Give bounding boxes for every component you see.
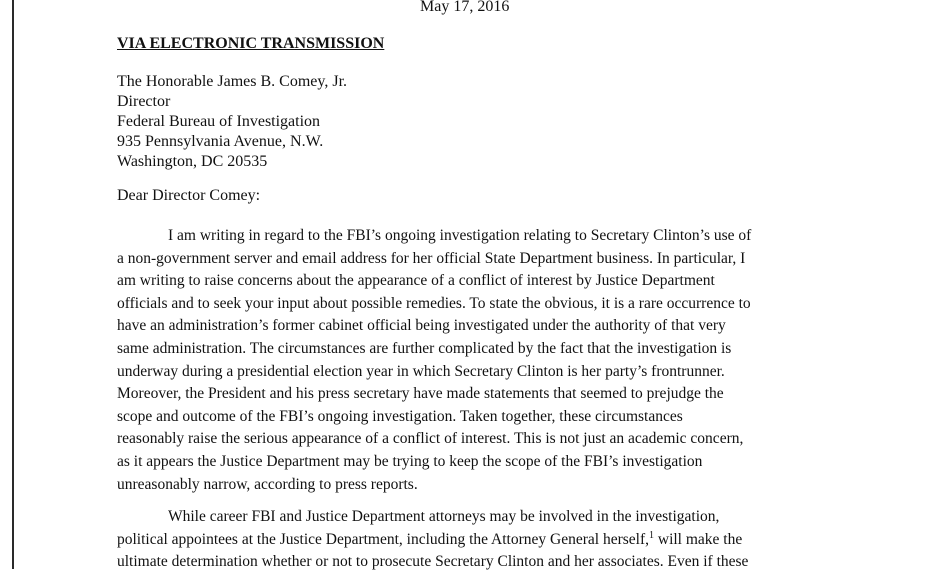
address-line: Washington, DC 20535 bbox=[117, 153, 268, 170]
address-line: Director bbox=[117, 93, 171, 110]
paragraph-line: ultimate determination whether or not to prosecute Secretary Clinton and her associates. Even if these bbox=[117, 553, 749, 571]
paragraph-text: will make the bbox=[654, 530, 743, 548]
paragraph-line: officials and to seek your input about possible remedies. To state the obvious, it is a rare occurrence to bbox=[117, 294, 751, 312]
paragraph-line: While career FBI and Justice Department attorneys may be involved in the investigation, bbox=[168, 508, 720, 525]
footnote-marker[interactable]: 1 bbox=[649, 529, 654, 541]
paragraph-line: unreasonably narrow, according to press reports. bbox=[117, 475, 418, 493]
paragraph-line: same administration. The circumstances are further complicated by the fact that the investigation is bbox=[117, 339, 732, 357]
paragraph-line: am writing to raise concerns about the appearance of a conflict of interest by Justice Department bbox=[117, 272, 715, 290]
letter-date: May 17, 2016 bbox=[420, 0, 510, 15]
recipient-address bbox=[117, 72, 347, 172]
paragraph-line: underway during a presidential election year in which Secretary Clinton is her party’s frontrunner. bbox=[117, 362, 725, 380]
paragraph-2 bbox=[117, 506, 822, 574]
transmission-heading: VIA ELECTRONIC TRANSMISSION bbox=[117, 35, 385, 52]
salutation: Dear Director Comey: bbox=[117, 187, 261, 204]
paragraph-line: a non-government server and email address for her official State Department business. In particular, I bbox=[117, 249, 746, 267]
paragraph-line: Moreover, the President and his press secretary have made statements that seemed to prejudge the bbox=[117, 385, 724, 403]
paragraph-1 bbox=[117, 225, 822, 496]
paragraph-line: scope and outcome of the FBI’s ongoing investigation. Taken together, these circumstances bbox=[117, 407, 683, 425]
address-line: The Honorable James B. Comey, Jr. bbox=[117, 73, 348, 90]
paragraph-line: reasonably raise the serious appearance of a conflict of interest. This is not just an academic concern, bbox=[117, 430, 744, 448]
paragraph-text: political appointees at the Justice Department, including the Attorney General herself, bbox=[117, 530, 649, 548]
paragraph-line: have an administration’s former cabinet official being investigated under the authority of that very bbox=[117, 317, 726, 335]
paragraph-line: I am writing in regard to the FBI’s ongoing investigation relating to Secretary Clinton’s use of bbox=[168, 227, 752, 244]
paragraph-line: as it appears the Justice Department may be trying to keep the scope of the FBI’s investigation bbox=[117, 452, 703, 470]
scan-edge-line bbox=[12, 0, 14, 569]
address-line: 935 Pennsylvania Avenue, N.W. bbox=[117, 133, 324, 150]
address-line: Federal Bureau of Investigation bbox=[117, 113, 321, 130]
paragraph-line bbox=[117, 529, 822, 552]
